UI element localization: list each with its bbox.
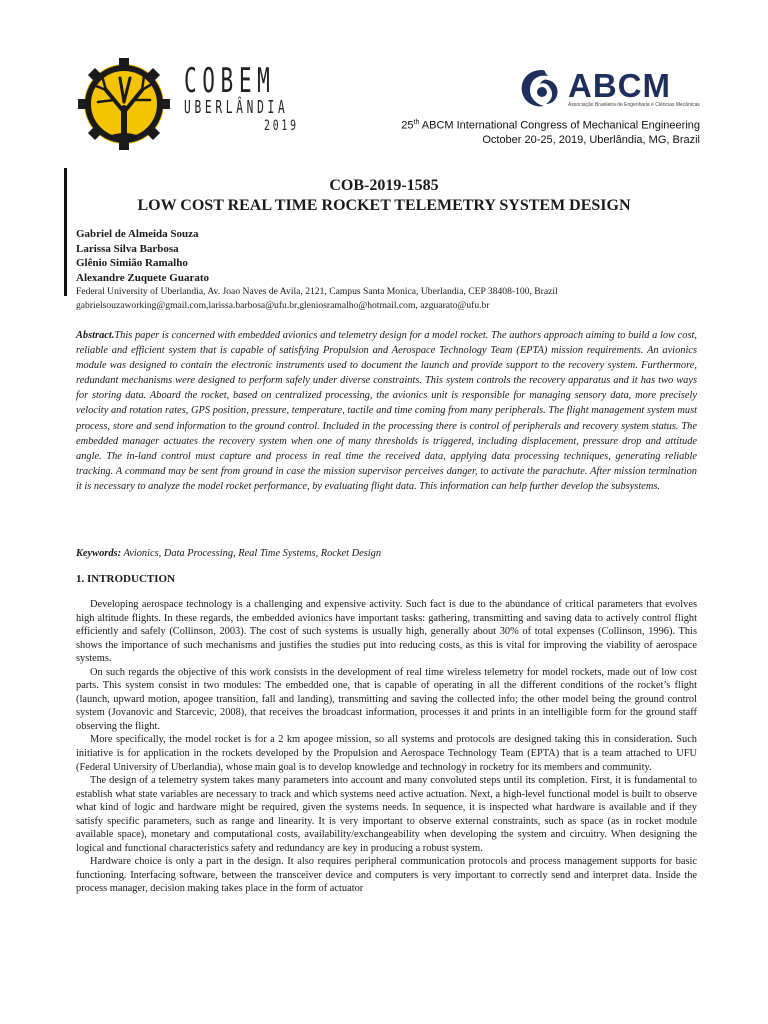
cobem-title: COBEM: [184, 61, 276, 101]
introduction-body: [76, 598, 697, 896]
congress-line-2: October 20-25, 2019, Uberlândia, MG, Brazil: [482, 133, 700, 146]
congress-line-1: [401, 116, 700, 133]
abstract-text: This paper is concerned with embedded avionics and telemetry design for a model rocket. The authors approach aiming to build a low cost, reliable and efficient system that is capable of satisfying Propulsion and Aerospace Technology Team (EPTA) mission requirements. An avionics module was designed to contain the electronic instruments used to document the launch and provide support to the recovery system. Furthermore, redundant mechanisms were designed to perform safely under diverse constraints. This system controls the recovery apparatus and it has two ways for storing data. Aboard the rocket, based on centralized processing, the avionics unit is responsible for managing sensory data, more precisely velocity and rotation rates, GPS position, pressure, temperature, tactile and time coming from many peripherals. The flight management system must process, store and send information to the ground control. Included in the processing there is control of peripherals and recovery system status. The embedded manager actuates the recovery system when one of many thresholds is triggered, including displacement, pressure drop and attitude angle. The in-land control must capture and process in real time the received data, applying data processing techniques, generating reliable tracking. A command may be sent from ground in case the mission supervisor perceives danger, to activate the parachute. After mission termination it is necessary to analyze the model rocket performance, by evaluating flight data. This information can help further develop the subsystems.: [76, 330, 697, 492]
section-title-introduction: 1. INTRODUCTION: [76, 573, 176, 585]
abcm-subtitle: Associação Brasileira de Engenharia e Ciências Mecânicas: [568, 102, 700, 108]
abcm-wordmark: ABCM: [568, 67, 671, 104]
abcm-swirl-logo: [518, 66, 568, 112]
abstract-label: Abstract.: [76, 330, 115, 341]
congress-edition-suffix: th: [413, 119, 420, 126]
congress-name: ABCM International Congress of Mechanical Engineering: [419, 119, 700, 132]
cobem-wordmark: [184, 61, 304, 134]
author-name: Alexandre Zuquete Guarato: [76, 271, 210, 284]
keywords-label: Keywords:: [76, 548, 122, 559]
paragraph: Hardware choice is only a part in the design. It also requires peripheral communication protocols and process management supports for basic functioning. Interfacing software, between the transceiver device and computers is very important to correctly send and interpret data. Inside the process manager, decision making takes place in the form of actuator: [76, 856, 697, 895]
author-block: [76, 227, 716, 313]
keywords: [76, 546, 697, 561]
congress-edition: 25: [401, 119, 414, 132]
abstract: [76, 328, 697, 494]
author-name: Gabriel de Almeida Souza: [76, 228, 199, 240]
cobem-tree-gear-logo: [76, 52, 186, 152]
author-name: Larissa Silva Barbosa: [76, 242, 179, 255]
paragraph: More specifically, the model rocket is for a 2 km apogee mission, so all systems and protocols are designed taking this in consideration. Such initiative is for application in the rockets developed by the Propulsion and Aerospace Technology Team (EPTA) that is a team attached to UFU (Federal University of Uberlandia), whose main goal is to develop knowledge and technology in rocketry for its members and community.: [76, 734, 697, 773]
page-header: [0, 0, 768, 160]
cobem-year: 2019: [264, 118, 299, 134]
paragraph: On such regards the objective of this work consists in the development of real time wireless telemetry for model rockets, made out of low cost parts. This system consist in two modules: The embedded one, that is capable of operating in all the different conditions of the rocket’s flight (launch, upward motion, apogee transition, fall and landing), transmitting and saving the collected info; the other model being the ground control system (Jovanovic and Starcevic, 2008), that receives the broadcast information, processes it and prints in an intelligible form for the ground staff observing the flight.: [76, 666, 697, 732]
keywords-text: Avionics, Data Processing, Real Time Systems, Rocket Design: [121, 548, 382, 559]
congress-info: [401, 116, 700, 147]
paragraph: The design of a telemetry system takes many parameters into account and many convoluted steps until its completion. First, it is fundamental to establish what state variables are necessary to track and which systems need active actuation. Next, a high-level functional model is built to observe what kind of logic and hardware might be required, given the systems needs. In sequence, it is inspected what hardware is available and if they satisfy specific parameters, such as range and linearity. It is very important to observe external constraints, such as space (as in rocket module available space), monetary and computational costs, availability/exchangeability when developing the system and circuitry. When designing the logical and functional characteristics safety and redundancy are key in producing a robust system.: [76, 775, 697, 854]
paper-id: COB-2019-1585: [329, 177, 439, 194]
author-emails: gabrielsouzaworking@gmail.com,larissa.barbosa@ufu.br,gleniosramalho@hotmail.com, azguarato@ufu.br: [76, 300, 490, 311]
paragraph: Developing aerospace technology is a challenging and expensive activity. Such fact is due to the abundance of critical parameters that evolves high altitude flights. In these regards, the embedded avionics have important tasks: gathering, transmitting and saving data to actively control flight efficiently and safely (Collinson, 2003). The cost of such systems is usually high, generally about 30% of total expenses (Collinson, 1996). This shows the importance of such mechanisms and justifies the studies put into reducing costs, as this is vital for improving the viability of aerospace systems.: [76, 599, 697, 665]
cobem-city: UBERLÂNDIA: [184, 97, 289, 118]
author-name: Glênio Simião Ramalho: [76, 257, 188, 269]
affiliation: Federal University of Uberlandia, Av. Joao Naves de Avila, 2121, Campus Santa Monica, Uberlandia, CEP 38408-100, Brazil: [76, 286, 558, 297]
paper-title: LOW COST REAL TIME ROCKET TELEMETRY SYSTEM DESIGN: [137, 197, 631, 214]
